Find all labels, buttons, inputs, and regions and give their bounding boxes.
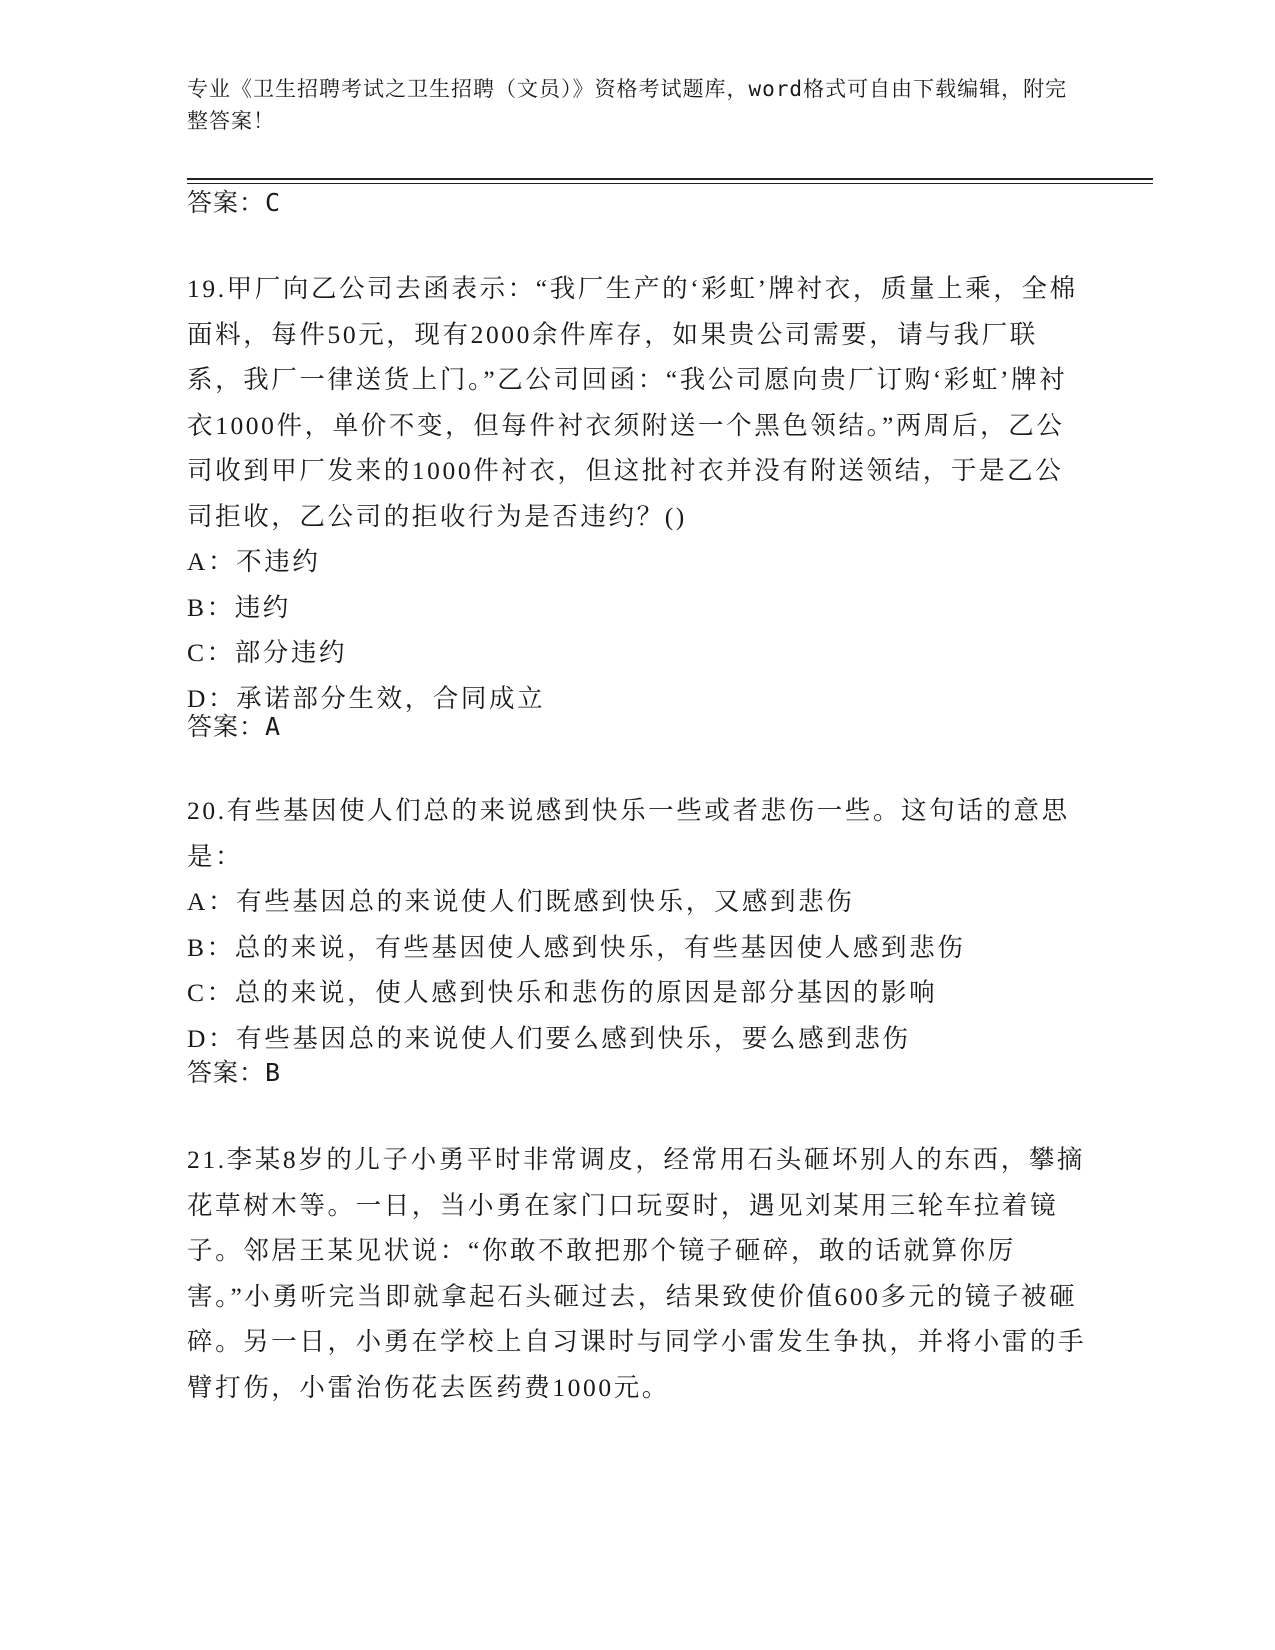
question-20: [187, 788, 1087, 1061]
option-b: B：总的来说，有些基因使人感到快乐，有些基因使人感到悲伤: [187, 932, 966, 962]
answer-20: 答案：B: [187, 1058, 282, 1087]
option-d: D：承诺部分生效，合同成立: [187, 683, 546, 713]
header-rule-thin: [187, 183, 1153, 184]
question-21: [187, 1137, 1087, 1410]
answer-19: 答案：A: [187, 712, 282, 741]
option-c: C：部分违约: [187, 638, 348, 667]
question-stem: 21.李某8岁的儿子小勇平时非常调皮，经常用石头砸坏别人的东西，攀摘花草树木等。一日，当小勇在家门口玩耍时，遇见刘某用三轮车拉着镜子。邻居王某见状说：“你敢不敢把那个镜子砸碎，敢的话就算你厉害。”小勇听完当即就拿起石头砸过去，结果致使价值600多元的镜子被砸碎。另一日，小勇在学校上自习课时与同学小雷发生争执，并将小雷的手臂打伤，小雷治伤花去医药费1000元。: [187, 1145, 1087, 1402]
option-a: A：有些基因总的来说使人们既感到快乐，又感到悲伤: [187, 887, 855, 916]
option-d: D：有些基因总的来说使人们要么感到快乐，要么感到悲伤: [187, 1023, 911, 1053]
question-stem: 20.有些基因使人们总的来说感到快乐一些或者悲伤一些。这句话的意思是：: [187, 796, 1070, 871]
option-b: B：违约: [187, 592, 291, 622]
option-c: C：总的来说，使人感到快乐和悲伤的原因是部分基因的影响: [187, 978, 938, 1007]
header-rule-thick: [187, 178, 1153, 180]
question-stem: 19.甲厂向乙公司去函表示：“我厂生产的‘彩虹’牌衬衣，质量上乘，全棉面料，每件50元，现有2000余件库存，如果贵公司需要，请与我厂联系，我厂一律送货上门。”乙公司回函：“我公司愿向贵厂订购‘彩虹’牌衬衣1000件，单价不变，但每件衬衣须附送一个黑色领结。”两周后，乙公司收到甲厂发来的1000件衬衣，但这批衬衣并没有附送领结，于是乙公司拒收，乙公司的拒收行为是否违约？(): [187, 274, 1078, 531]
answer-prev: 答案：C: [187, 188, 282, 217]
page-header: 专业《卫生招聘考试之卫生招聘（文员）》资格考试题库，word格式可自由下载编辑，附完整答案！: [187, 77, 1068, 133]
question-19: [187, 266, 1087, 721]
option-a: A：不违约: [187, 547, 321, 576]
